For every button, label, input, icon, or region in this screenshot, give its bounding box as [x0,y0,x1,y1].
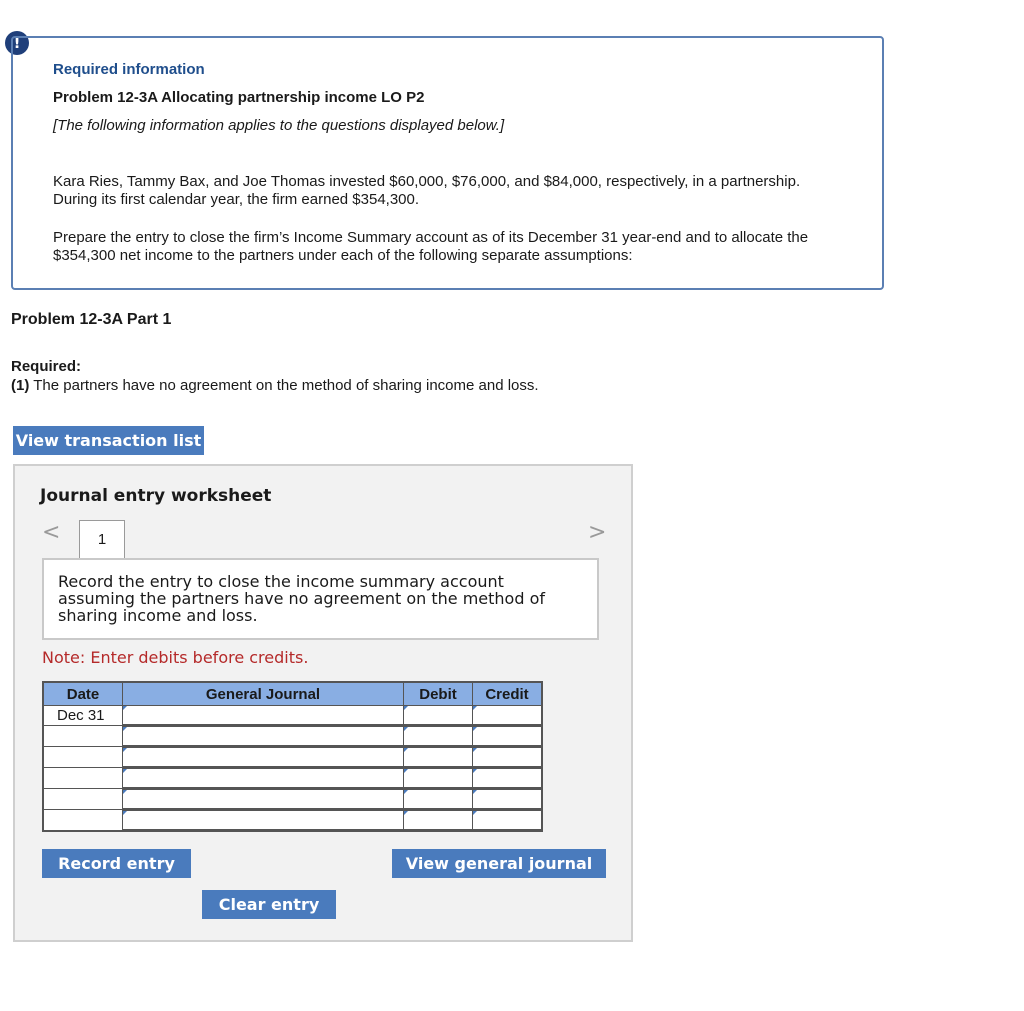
column-header-general-journal: General Journal [123,682,404,706]
worksheet-page-tab[interactable]: 1 [79,520,125,558]
view-transaction-list-button[interactable]: View transaction list [13,426,204,455]
exclamation-icon: ! [5,31,29,55]
required-label: Required: [11,358,82,375]
table-row [43,768,542,789]
record-entry-button[interactable]: Record entry [42,849,191,878]
date-cell[interactable] [43,768,123,789]
info-note: [The following information applies to the questions displayed below.] [53,117,505,134]
credit-input[interactable] [473,810,543,831]
part-title: Problem 12-3A Part 1 [11,311,172,328]
journal-header-row [43,682,542,706]
chevron-left-icon[interactable]: < [42,520,61,545]
info-title: Required information [53,61,205,78]
chevron-right-icon[interactable]: > [588,520,607,545]
required-number: (1) [11,377,30,394]
account-input[interactable] [123,706,404,726]
table-row [43,706,542,726]
debit-input[interactable] [404,810,473,831]
column-header-date: Date [43,682,123,706]
view-general-journal-button[interactable]: View general journal [392,849,606,878]
debit-input[interactable] [404,726,473,747]
date-cell[interactable] [43,726,123,747]
credit-input[interactable] [473,747,543,768]
clear-entry-button[interactable]: Clear entry [202,890,336,919]
date-cell[interactable]: Dec 31 [43,706,123,726]
table-row [43,747,542,768]
worksheet-title: Journal entry worksheet [40,486,272,506]
table-row [43,789,542,810]
required-item [11,377,539,394]
problem-subtitle: Problem 12-3A Allocating partnership income LO P2 [53,89,425,106]
info-paragraph-2: Prepare the entry to close the firm’s Income Summary account as of its December 31 year-end and to allocate the $354,300 net income to the partners under each of the following separate assumptions: [53,229,809,264]
column-header-credit: Credit [473,682,543,706]
debit-input[interactable] [404,768,473,789]
table-row [43,726,542,747]
date-cell[interactable] [43,810,123,831]
account-input[interactable] [123,768,404,789]
entry-note: Note: Enter debits before credits. [42,648,309,667]
account-input[interactable] [123,810,404,831]
journal-entry-worksheet [13,464,633,942]
general-journal-table [42,681,543,832]
required-information-panel [11,36,884,290]
column-header-debit: Debit [404,682,473,706]
account-input[interactable] [123,726,404,747]
account-input[interactable] [123,747,404,768]
entry-instruction: Record the entry to close the income summary account assuming the partners have no agreement on the method of sharing income and loss. [42,558,599,640]
date-cell[interactable] [43,789,123,810]
debit-input[interactable] [404,789,473,810]
credit-input[interactable] [473,768,543,789]
credit-input[interactable] [473,706,543,726]
date-cell[interactable] [43,747,123,768]
credit-input[interactable] [473,726,543,747]
debit-input[interactable] [404,747,473,768]
required-item-text: The partners have no agreement on the method of sharing income and loss. [29,377,539,394]
info-paragraph-1: Kara Ries, Tammy Bax, and Joe Thomas invested $60,000, $76,000, and $84,000, respectively, in a partnership. During its first calendar year, the firm earned $354,300. [53,173,801,208]
table-row [43,810,542,831]
debit-input[interactable] [404,706,473,726]
credit-input[interactable] [473,789,543,810]
account-input[interactable] [123,789,404,810]
